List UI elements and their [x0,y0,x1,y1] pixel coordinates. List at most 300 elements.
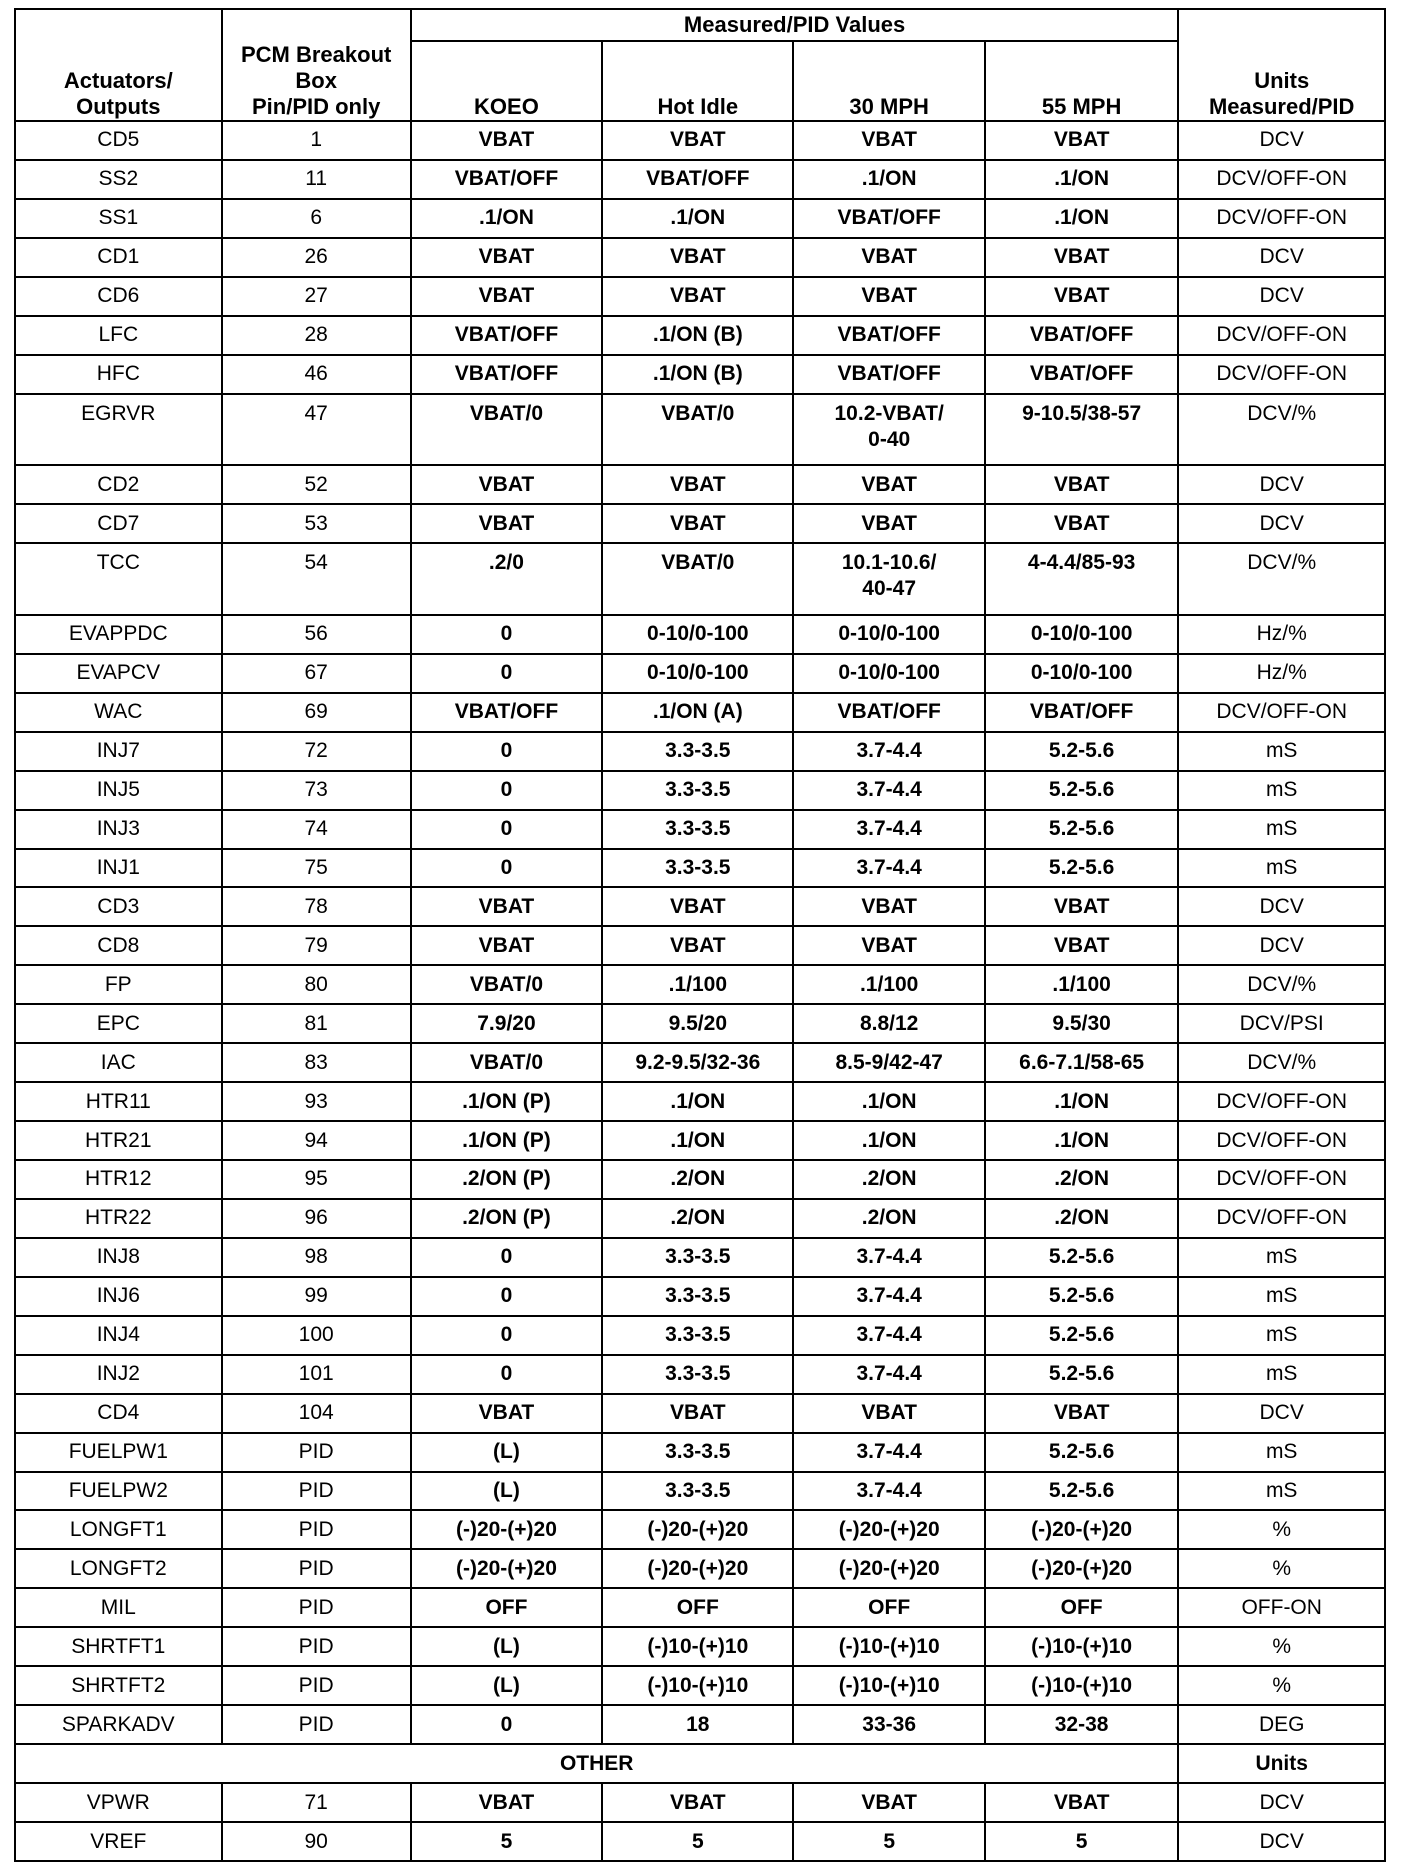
koeo-value: .2/0 [411,543,602,615]
30mph-value: OFF [793,1588,984,1627]
output-name: HTR11 [15,1082,222,1121]
55mph-value: VBAT [985,277,1179,316]
30mph-header: 30 MPH [793,41,984,121]
hot-idle-value: VBAT/0 [602,543,793,615]
units-cell: DCV/% [1178,543,1385,615]
table-row [15,771,1385,810]
pin-cell: 83 [222,1043,411,1082]
30mph-value [793,394,984,466]
55mph-value: 9.5/30 [985,1004,1179,1043]
units-header [1178,9,1385,121]
hot-idle-value: (-)20-(+)20 [602,1510,793,1549]
30mph-value: VBAT [793,887,984,926]
table-row [15,965,1385,1004]
output-name: FP [15,965,222,1004]
table-row [15,1394,1385,1433]
55mph-value: 5.2-5.6 [985,1316,1179,1355]
pin-cell: 53 [222,504,411,543]
55mph-value: (-)20-(+)20 [985,1549,1179,1588]
output-name: FUELPW2 [15,1472,222,1511]
output-name: INJ6 [15,1277,222,1316]
pin-cell: 93 [222,1082,411,1121]
pin-cell: 1 [222,121,411,160]
output-name: HTR22 [15,1199,222,1238]
table-row [15,693,1385,732]
hot-idle-value: 3.3-3.5 [602,1238,793,1277]
koeo-value: VBAT [411,1783,602,1822]
units-cell: mS [1178,849,1385,888]
koeo-value: 0 [411,1316,602,1355]
koeo-value: VBAT/OFF [411,316,602,355]
pin-cell: 96 [222,1199,411,1238]
hot-idle-header: Hot Idle [602,41,793,121]
units-cell: mS [1178,771,1385,810]
output-name: CD5 [15,121,222,160]
hot-idle-value: VBAT [602,887,793,926]
table-row [15,277,1385,316]
koeo-header: KOEO [411,41,602,121]
pin-cell: 67 [222,654,411,693]
output-name: HTR21 [15,1121,222,1160]
55mph-value: VBAT [985,1394,1179,1433]
30mph-value: 3.7-4.4 [793,1316,984,1355]
30mph-value [793,543,984,615]
koeo-value: VBAT/OFF [411,160,602,199]
units-header-line2: Measured/PID [1208,94,1355,119]
table-row [15,238,1385,277]
units-cell: DCV/OFF-ON [1178,355,1385,394]
55mph-value: OFF [985,1588,1179,1627]
pin-pid-header [222,9,411,121]
actuators-header-line1: Actuators/ [63,68,173,93]
units-cell: DCV [1178,926,1385,965]
koeo-value: 0 [411,810,602,849]
koeo-value: 0 [411,1238,602,1277]
output-name: MIL [15,1588,222,1627]
30mph-value-line1: 10.2-VBAT/ [834,401,944,425]
55mph-value: 0-10/0-100 [985,615,1179,654]
30mph-value: 0-10/0-100 [793,615,984,654]
koeo-value: 0 [411,1277,602,1316]
output-name: CD1 [15,238,222,277]
55mph-value: 9-10.5/38-57 [985,394,1179,466]
units-cell: Hz/% [1178,654,1385,693]
55mph-value: 0-10/0-100 [985,654,1179,693]
output-name: LONGFT1 [15,1510,222,1549]
output-name: INJ2 [15,1355,222,1394]
koeo-value: .2/ON (P) [411,1199,602,1238]
55mph-value: .1/ON [985,160,1179,199]
koeo-value: (L) [411,1627,602,1666]
30mph-value: .2/ON [793,1160,984,1199]
units-cell: % [1178,1627,1385,1666]
30mph-value: 0-10/0-100 [793,654,984,693]
55mph-value: VBAT [985,465,1179,504]
30mph-value: 3.7-4.4 [793,1472,984,1511]
table-row [15,316,1385,355]
output-name: EVAPCV [15,654,222,693]
units-header-line1: Units [1254,68,1310,93]
table-header [15,9,1385,121]
55mph-value: .1/ON [985,1121,1179,1160]
30mph-value: VBAT/OFF [793,693,984,732]
units-cell: DCV [1178,1783,1385,1822]
30mph-value: VBAT [793,1783,984,1822]
hot-idle-value: 3.3-3.5 [602,849,793,888]
units-cell: DCV [1178,504,1385,543]
55mph-value: 5.2-5.6 [985,1472,1179,1511]
koeo-value: VBAT [411,238,602,277]
30mph-value: (-)20-(+)20 [793,1549,984,1588]
table-row [15,887,1385,926]
output-name: LONGFT2 [15,1549,222,1588]
hot-idle-value: VBAT [602,121,793,160]
output-name: CD2 [15,465,222,504]
pin-cell: PID [222,1472,411,1511]
hot-idle-value: (-)10-(+)10 [602,1627,793,1666]
table-row [15,160,1385,199]
units-cell: DCV [1178,277,1385,316]
hot-idle-value: VBAT [602,1783,793,1822]
30mph-value: VBAT [793,465,984,504]
table-row [15,732,1385,771]
55mph-value: (-)20-(+)20 [985,1510,1179,1549]
table-row [15,465,1385,504]
pin-cell: 104 [222,1394,411,1433]
pin-cell: 71 [222,1783,411,1822]
table-row [15,504,1385,543]
hot-idle-value: VBAT [602,504,793,543]
30mph-value: 3.7-4.4 [793,849,984,888]
table-row [15,1549,1385,1588]
hot-idle-value: 3.3-3.5 [602,1355,793,1394]
other-units-label: Units [1178,1744,1385,1783]
measured-pid-values-header: Measured/PID Values [411,9,1179,41]
table-row [15,199,1385,238]
55mph-value: VBAT [985,238,1179,277]
units-cell: DCV/OFF-ON [1178,1199,1385,1238]
output-name: INJ7 [15,732,222,771]
output-name: CD3 [15,887,222,926]
55mph-value: VBAT/OFF [985,316,1179,355]
koeo-value: .2/ON (P) [411,1160,602,1199]
koeo-value: VBAT [411,277,602,316]
30mph-value: (-)20-(+)20 [793,1510,984,1549]
table-row [15,1043,1385,1082]
units-cell: DCV [1178,238,1385,277]
hot-idle-value: .2/ON [602,1199,793,1238]
output-name: CD8 [15,926,222,965]
pin-cell: 81 [222,1004,411,1043]
hot-idle-value: VBAT [602,277,793,316]
hot-idle-value: VBAT/0 [602,394,793,466]
table-row [15,1433,1385,1472]
hot-idle-value: .1/ON [602,1121,793,1160]
units-cell: DCV [1178,121,1385,160]
units-cell: DEG [1178,1705,1385,1744]
pid-values-table [14,8,1386,1862]
pin-cell: 47 [222,394,411,466]
units-cell: mS [1178,732,1385,771]
table-row [15,394,1385,466]
units-cell: OFF-ON [1178,1588,1385,1627]
output-name: SHRTFT1 [15,1627,222,1666]
units-cell: DCV [1178,887,1385,926]
pin-cell: 99 [222,1277,411,1316]
55mph-value: 5.2-5.6 [985,849,1179,888]
koeo-value: OFF [411,1588,602,1627]
table-row [15,1082,1385,1121]
output-name: LFC [15,316,222,355]
pin-cell: 6 [222,199,411,238]
hot-idle-value: 3.3-3.5 [602,771,793,810]
pin-cell: 98 [222,1238,411,1277]
table-row [15,1004,1385,1043]
output-name: WAC [15,693,222,732]
output-name: INJ1 [15,849,222,888]
30mph-value: VBAT [793,926,984,965]
30mph-value: 5 [793,1822,984,1861]
units-cell: mS [1178,810,1385,849]
55mph-value: .1/ON [985,1082,1179,1121]
hot-idle-value: 3.3-3.5 [602,1433,793,1472]
pin-cell: 27 [222,277,411,316]
55mph-value: 5.2-5.6 [985,1355,1179,1394]
units-cell: DCV [1178,1394,1385,1433]
table-row [15,1199,1385,1238]
30mph-value: 3.7-4.4 [793,1433,984,1472]
pin-cell: 52 [222,465,411,504]
table-row [15,1472,1385,1511]
hot-idle-value: .1/ON (B) [602,355,793,394]
55mph-value: 32-38 [985,1705,1179,1744]
units-cell: Hz/% [1178,615,1385,654]
55mph-value: .1/100 [985,965,1179,1004]
table-row [15,654,1385,693]
table-row [15,1238,1385,1277]
hot-idle-value: OFF [602,1588,793,1627]
30mph-value: VBAT/OFF [793,199,984,238]
koeo-value: 0 [411,1705,602,1744]
table-row [15,1510,1385,1549]
hot-idle-value: 0-10/0-100 [602,654,793,693]
55mph-value: (-)10-(+)10 [985,1666,1179,1705]
55mph-value: 5.2-5.6 [985,810,1179,849]
units-cell: DCV/OFF-ON [1178,316,1385,355]
30mph-value: .1/100 [793,965,984,1004]
pin-cell: 101 [222,1355,411,1394]
hot-idle-value: .1/ON (A) [602,693,793,732]
pin-cell: 78 [222,887,411,926]
output-name: CD7 [15,504,222,543]
table-row [15,926,1385,965]
units-cell: DCV/% [1178,1043,1385,1082]
table-row [15,1588,1385,1627]
30mph-value-line2: 0-40 [868,427,911,451]
pin-cell: 11 [222,160,411,199]
output-name: HFC [15,355,222,394]
koeo-value: 0 [411,615,602,654]
units-cell: DCV [1178,465,1385,504]
koeo-value: (L) [411,1666,602,1705]
pin-cell: 75 [222,849,411,888]
koeo-value: 0 [411,849,602,888]
hot-idle-value: (-)10-(+)10 [602,1666,793,1705]
hot-idle-value: 9.5/20 [602,1004,793,1043]
55mph-value: .2/ON [985,1160,1179,1199]
pin-cell: PID [222,1549,411,1588]
hot-idle-value: 3.3-3.5 [602,810,793,849]
output-name: TCC [15,543,222,615]
koeo-value: 0 [411,1355,602,1394]
pin-cell: 94 [222,1121,411,1160]
koeo-value: (-)20-(+)20 [411,1510,602,1549]
hot-idle-value: VBAT/OFF [602,160,793,199]
55mph-header: 55 MPH [985,41,1179,121]
units-cell: DCV/OFF-ON [1178,160,1385,199]
30mph-value: VBAT [793,504,984,543]
pin-cell: 95 [222,1160,411,1199]
30mph-value: 3.7-4.4 [793,1277,984,1316]
other-rows [15,1783,1385,1861]
hot-idle-value: (-)20-(+)20 [602,1549,793,1588]
pin-cell: 56 [222,615,411,654]
pin-cell: 100 [222,1316,411,1355]
koeo-value: VBAT [411,121,602,160]
30mph-value: VBAT [793,238,984,277]
30mph-value: .1/ON [793,1082,984,1121]
pin-header-line3: Pin/PID only [251,94,381,119]
other-section-label: OTHER [15,1744,1178,1783]
actuators-header-line2: Outputs [76,94,161,119]
30mph-value: VBAT/OFF [793,355,984,394]
hot-idle-value: .1/ON (B) [602,316,793,355]
hot-idle-value: .1/100 [602,965,793,1004]
koeo-value: VBAT/0 [411,394,602,466]
30mph-value: .2/ON [793,1199,984,1238]
30mph-value: 3.7-4.4 [793,810,984,849]
pin-cell: 90 [222,1822,411,1861]
output-name: INJ4 [15,1316,222,1355]
koeo-value: VBAT/0 [411,965,602,1004]
table-row [15,121,1385,160]
pin-cell: 69 [222,693,411,732]
55mph-value: 5.2-5.6 [985,732,1179,771]
30mph-value: VBAT [793,1394,984,1433]
pin-header-line1: PCM Breakout [240,42,392,67]
output-name: CD6 [15,277,222,316]
pin-cell: 46 [222,355,411,394]
output-name: FUELPW1 [15,1433,222,1472]
koeo-value: VBAT [411,926,602,965]
30mph-value: 33-36 [793,1705,984,1744]
table-row [15,1121,1385,1160]
30mph-value: .1/ON [793,1121,984,1160]
output-name: VPWR [15,1783,222,1822]
pin-cell: PID [222,1666,411,1705]
units-cell: DCV/PSI [1178,1004,1385,1043]
hot-idle-value: 3.3-3.5 [602,1472,793,1511]
55mph-value: 5.2-5.6 [985,1238,1179,1277]
table-row [15,849,1385,888]
hot-idle-value: .1/ON [602,199,793,238]
30mph-value: 8.5-9/42-47 [793,1043,984,1082]
pin-cell: PID [222,1510,411,1549]
hot-idle-value: VBAT [602,926,793,965]
55mph-value: VBAT [985,121,1179,160]
55mph-value: 5.2-5.6 [985,1277,1179,1316]
30mph-value-line1: 10.1-10.6/ [841,551,937,575]
koeo-value: .1/ON [411,199,602,238]
pin-cell: 79 [222,926,411,965]
koeo-value: VBAT [411,465,602,504]
output-name: INJ3 [15,810,222,849]
table-row [15,1822,1385,1861]
55mph-value: 4-4.4/85-93 [985,543,1179,615]
koeo-value: .1/ON (P) [411,1082,602,1121]
table-row [15,1355,1385,1394]
table-row [15,1627,1385,1666]
units-cell: mS [1178,1277,1385,1316]
table-row [15,543,1385,615]
output-name: SS1 [15,199,222,238]
30mph-value: (-)10-(+)10 [793,1666,984,1705]
units-cell: DCV/OFF-ON [1178,1082,1385,1121]
55mph-value: 6.6-7.1/58-65 [985,1043,1179,1082]
55mph-value: VBAT [985,504,1179,543]
koeo-value: (-)20-(+)20 [411,1549,602,1588]
output-name: INJ5 [15,771,222,810]
table-row [15,1160,1385,1199]
30mph-value: .1/ON [793,160,984,199]
koeo-value: 0 [411,771,602,810]
units-cell: mS [1178,1355,1385,1394]
units-cell: mS [1178,1472,1385,1511]
koeo-value: VBAT/0 [411,1043,602,1082]
55mph-value: 5.2-5.6 [985,1433,1179,1472]
table-row [15,1316,1385,1355]
55mph-value: VBAT [985,887,1179,926]
30mph-value: 3.7-4.4 [793,1355,984,1394]
hot-idle-value: 0-10/0-100 [602,615,793,654]
pin-cell: PID [222,1705,411,1744]
units-cell: mS [1178,1316,1385,1355]
koeo-value: 0 [411,732,602,771]
55mph-value: VBAT [985,1783,1179,1822]
units-cell: % [1178,1549,1385,1588]
output-name: EVAPPDC [15,615,222,654]
koeo-value: 5 [411,1822,602,1861]
koeo-value: VBAT [411,887,602,926]
hot-idle-value: 9.2-9.5/32-36 [602,1043,793,1082]
hot-idle-value: 5 [602,1822,793,1861]
koeo-value: .1/ON (P) [411,1121,602,1160]
hot-idle-value: 3.3-3.5 [602,1277,793,1316]
pin-cell: PID [222,1433,411,1472]
pin-cell: 28 [222,316,411,355]
hot-idle-value: .1/ON [602,1082,793,1121]
pin-cell: 26 [222,238,411,277]
hot-idle-value: 18 [602,1705,793,1744]
actuators-outputs-header [15,9,222,121]
55mph-value: VBAT/OFF [985,693,1179,732]
pin-cell: 73 [222,771,411,810]
output-name: IAC [15,1043,222,1082]
table-row [15,1666,1385,1705]
koeo-value: 0 [411,654,602,693]
units-cell: DCV/OFF-ON [1178,693,1385,732]
output-name: VREF [15,1822,222,1861]
